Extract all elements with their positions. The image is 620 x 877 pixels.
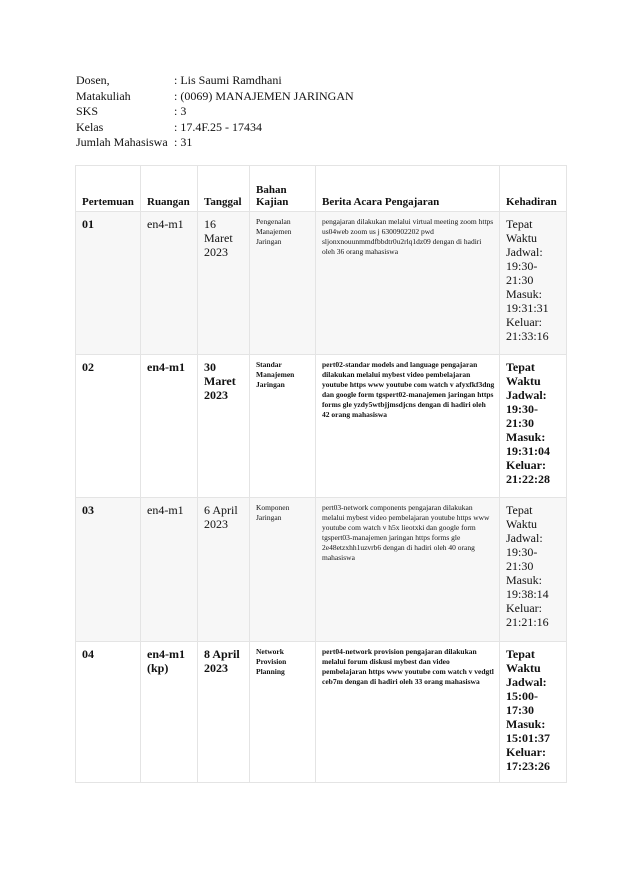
cell-berita-acara: pert04-network provision pengajaran dilakukan melalui forum diskusi mybest dan video pembelajaran https www youtube com watch v vedgtl ceb7m dengan di hadiri oleh 33 orang mahasiswa bbox=[316, 642, 500, 783]
kehadiran-line: Tepat bbox=[506, 360, 535, 374]
table-row bbox=[76, 212, 567, 355]
cell-tanggal: 30 Maret 2023 bbox=[198, 355, 250, 498]
cell-bahan-kajian: Komponen Jaringan bbox=[250, 498, 316, 642]
cell-kehadiran bbox=[500, 355, 567, 498]
cell-bahan-kajian: Network Provision Planning bbox=[250, 642, 316, 783]
sks-row bbox=[76, 104, 354, 120]
cell-bahan-kajian: Pengenalan Manajemen Jaringan bbox=[250, 212, 316, 355]
kehadiran-line: Keluar: bbox=[506, 745, 546, 759]
col-header-bahan: Bahan bbox=[256, 184, 287, 196]
kehadiran-line: Waktu bbox=[506, 661, 541, 675]
kehadiran-line: 17:30 bbox=[506, 703, 534, 717]
kehadiran-line: Tepat bbox=[506, 217, 533, 231]
cell-tanggal: 16 Maret 2023 bbox=[198, 212, 250, 355]
kehadiran-line: Jadwal: bbox=[506, 388, 547, 402]
kehadiran-line: 15:00- bbox=[506, 689, 538, 703]
matakuliah-value: : (0069) MANAJEMEN JARINGAN bbox=[174, 88, 354, 103]
cell-kehadiran bbox=[500, 212, 567, 355]
kehadiran-line: 15:01:37 bbox=[506, 731, 550, 745]
matakuliah-label: Matakuliah bbox=[76, 88, 131, 103]
kehadiran-line: Keluar: bbox=[506, 458, 546, 472]
cell-pertemuan: 01 bbox=[76, 212, 141, 355]
kelas-value: : 17.4F.25 - 17434 bbox=[174, 119, 263, 134]
col-header-berita-acara: Berita Acara Pengajaran bbox=[316, 166, 500, 212]
kehadiran-line: 19:31:31 bbox=[506, 301, 549, 315]
kehadiran-line: 19:30- bbox=[506, 545, 538, 559]
kehadiran-line: 19:38:14 bbox=[506, 587, 549, 601]
kehadiran-line: 19:30- bbox=[506, 259, 538, 273]
kehadiran-line: Masuk: bbox=[506, 717, 546, 731]
cell-berita-acara: pert02-standar models and language pengajaran dilakukan melalui mybest video pembelajaran youtube https www youtube com watch v afyxfkf3dng dan google form tgspert02-manajemen jaringan https forms gle yzdy5wtbjjmsdjcns dengan di hadiri oleh 42 orang mahasiswa bbox=[316, 355, 500, 498]
cell-pertemuan: 02 bbox=[76, 355, 141, 498]
kehadiran-line: Waktu bbox=[506, 517, 538, 531]
table-row bbox=[76, 355, 567, 498]
table-row bbox=[76, 498, 567, 642]
kehadiran-line: Masuk: bbox=[506, 287, 542, 301]
kehadiran-line: Tepat bbox=[506, 503, 533, 517]
kehadiran-line: Waktu bbox=[506, 231, 538, 245]
kehadiran-line: 21:21:16 bbox=[506, 615, 549, 629]
cell-berita-acara: pengajaran dilakukan melalui virtual meeting zoom https us04web zoom us j 6300902202 pwd sljonxnouunmmdfbbdtr0u2rlq1dz09 dengan di hadiri oleh 36 orang mahasiswa bbox=[316, 212, 500, 355]
cell-kehadiran bbox=[500, 642, 567, 783]
attendance-table bbox=[75, 165, 567, 783]
kehadiran-line: 21:22:28 bbox=[506, 472, 550, 486]
course-info-header bbox=[76, 73, 354, 151]
kehadiran-line: 21:30 bbox=[506, 559, 534, 573]
kehadiran-line: 17:23:26 bbox=[506, 759, 550, 773]
dosen-value: : Lis Saumi Ramdhani bbox=[174, 73, 282, 87]
kehadiran-line: Keluar: bbox=[506, 601, 542, 615]
table-row bbox=[76, 642, 567, 783]
col-header-kajian: Kajian bbox=[256, 196, 289, 208]
kehadiran-line: Masuk: bbox=[506, 430, 546, 444]
matakuliah-row bbox=[76, 89, 354, 105]
kehadiran-line: Waktu bbox=[506, 374, 541, 388]
sks-label: SKS bbox=[76, 104, 99, 118]
kehadiran-line: 19:30- bbox=[506, 402, 538, 416]
kehadiran-line: 21:30 bbox=[506, 273, 534, 287]
kehadiran-line: Masuk: bbox=[506, 573, 542, 587]
kehadiran-line: Tepat bbox=[506, 647, 535, 661]
jumlah-mahasiswa-label: Jumlah Mahasiswa bbox=[76, 135, 168, 149]
kelas-label: Kelas bbox=[76, 119, 104, 134]
cell-kehadiran bbox=[500, 498, 567, 642]
cell-pertemuan: 04 bbox=[76, 642, 141, 783]
kehadiran-line: Jadwal: bbox=[506, 675, 547, 689]
col-header-bahan-kajian bbox=[250, 166, 316, 212]
kehadiran-line: 21:30 bbox=[506, 416, 534, 430]
kehadiran-line: 21:33:16 bbox=[506, 329, 549, 343]
kelas-row bbox=[76, 120, 354, 136]
jumlah-mahasiswa-value: : 31 bbox=[174, 135, 193, 149]
cell-berita-acara: pert03-network components pengajaran dilakukan melalui mybest video pembelajaran youtube https www youtube com watch v h5x lieotxki dan google form tgspert03-manajemen jaringan https forms gle 2e48etzxhh1uzvrb6 dengan di hadiri oleh 40 orang mahasiswa bbox=[316, 498, 500, 642]
sks-value: : 3 bbox=[174, 104, 187, 118]
cell-ruangan: en4-m1 bbox=[141, 355, 198, 498]
table-header-row bbox=[76, 166, 567, 212]
jumlah-mahasiswa-row bbox=[76, 135, 354, 151]
kehadiran-line: Jadwal: bbox=[506, 531, 543, 545]
cell-ruangan: en4-m1 bbox=[141, 498, 198, 642]
col-header-ruangan: Ruangan bbox=[141, 166, 198, 212]
col-header-pertemuan: Pertemuan bbox=[76, 166, 141, 212]
cell-tanggal: 6 April 2023 bbox=[198, 498, 250, 642]
kehadiran-line: 19:31:04 bbox=[506, 444, 550, 458]
cell-ruangan: en4-m1 bbox=[141, 212, 198, 355]
dosen-row bbox=[76, 73, 354, 89]
cell-ruangan: en4-m1 (kp) bbox=[141, 642, 198, 783]
col-header-kehadiran: Kehadiran bbox=[500, 166, 567, 212]
cell-tanggal: 8 April 2023 bbox=[198, 642, 250, 783]
cell-pertemuan: 03 bbox=[76, 498, 141, 642]
kehadiran-line: Keluar: bbox=[506, 315, 542, 329]
kehadiran-line: Jadwal: bbox=[506, 245, 543, 259]
dosen-label: Dosen, bbox=[76, 73, 110, 87]
cell-bahan-kajian: Standar Manajemen Jaringan bbox=[250, 355, 316, 498]
col-header-tanggal: Tanggal bbox=[198, 166, 250, 212]
